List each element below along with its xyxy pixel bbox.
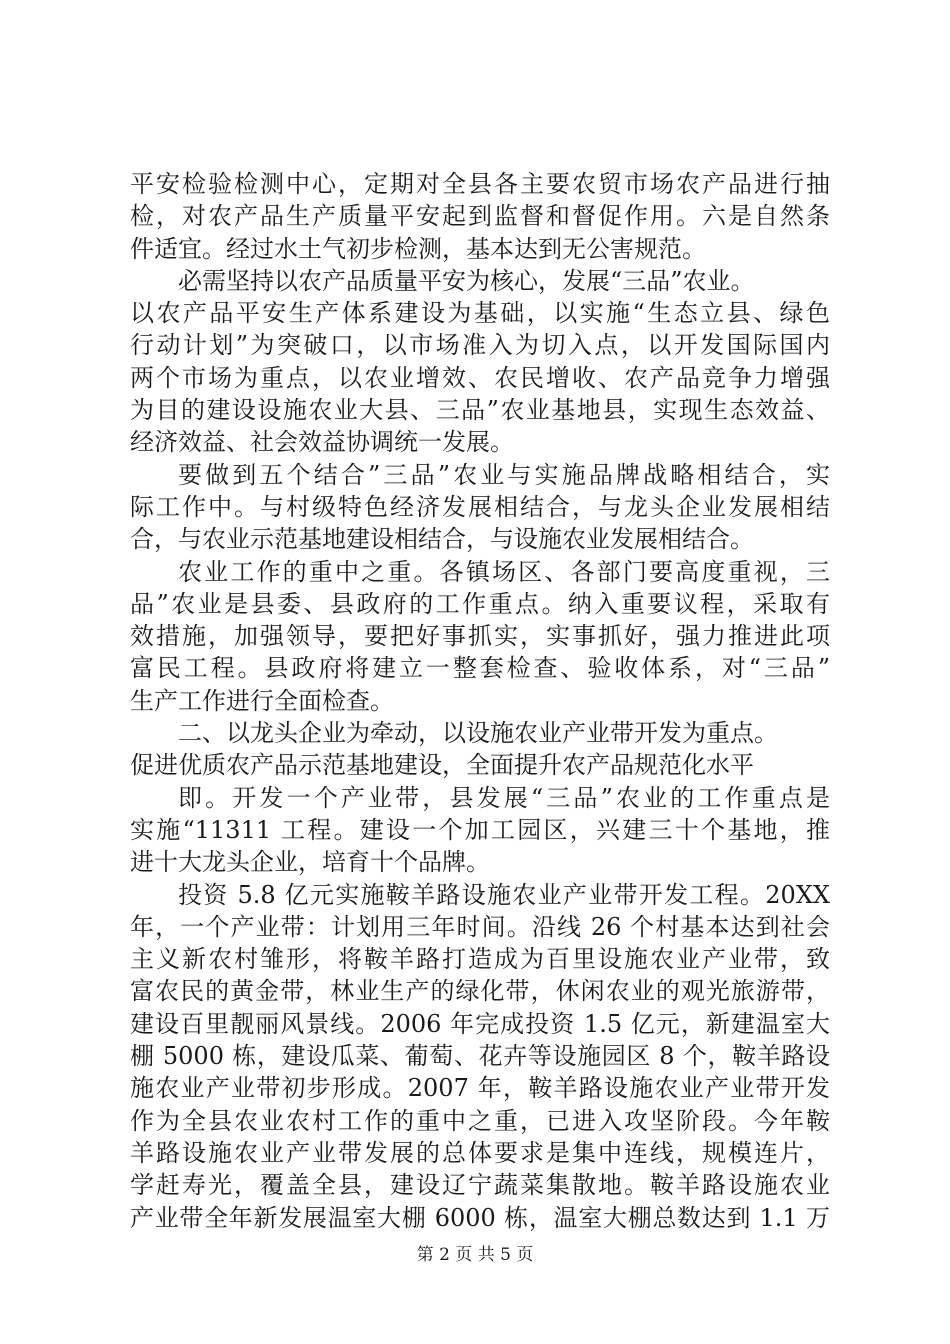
text-line: 进十大龙头企业，培育十个品牌。 bbox=[130, 848, 490, 877]
text-line: 要做到五个结合”三品”农业与实施品牌战略相结合，实 bbox=[178, 460, 830, 489]
text-line: 件适宜。经过水土气初步检测，基本达到无公害规范。 bbox=[130, 234, 706, 263]
text-line: 际工作中。与村级特色经济发展相结合，与龙头企业发展相结 bbox=[130, 492, 830, 521]
text-line: 必需坚持以农产品质量平安为核心，发展“三品”农业。 bbox=[178, 266, 755, 295]
document-body bbox=[130, 168, 830, 1234]
text-line: 主义新农村雏形，将鞍羊路打造成为百里设施农业产业带，致 bbox=[130, 945, 830, 974]
text-line: 棚 5000 栋，建设瓜菜、葡萄、花卉等设施园区 8 个，鞍羊路设 bbox=[130, 1042, 830, 1071]
text-line: 检，对农产品生产质量平安起到监督和督促作用。六是自然条 bbox=[130, 202, 830, 231]
page-footer: 第 2 页 共 5 页 bbox=[416, 1245, 534, 1265]
text-line: 作为全县农业农村工作的重中之重，已进入攻坚阶段。今年鞍 bbox=[130, 1106, 830, 1135]
text-line: 施农业产业带初步形成。2007 年，鞍羊路设施农业产业带开发 bbox=[130, 1074, 830, 1103]
text-line: 农业工作的重中之重。各镇场区、各部门要高度重视，三 bbox=[178, 557, 830, 586]
text-line: 品”农业是县委、县政府的工作重点。纳入重要议程，采取有 bbox=[130, 589, 830, 618]
text-line: 行动计划”为突破口，以市场准入为切入点，以开发国际国内 bbox=[130, 331, 830, 360]
text-line: 富民工程。县政府将建立一整套检查、验收体系，对“三品” bbox=[130, 654, 830, 683]
text-line: 富农民的黄金带，林业生产的绿化带，休闲农业的观光旅游带， bbox=[130, 977, 830, 1006]
text-line: 合，与农业示范基地建设相结合，与设施农业发展相结合。 bbox=[130, 525, 754, 554]
text-line: 年，一个产业带：计划用三年时间。沿线 26 个村基本达到社会 bbox=[130, 912, 830, 941]
text-line: 即。开发一个产业带，县发展“三品”农业的工作重点是 bbox=[178, 783, 830, 812]
text-line: 为目的建设设施农业大县、三品”农业基地县，实现生态效益、 bbox=[130, 396, 830, 425]
text-line: 经济效益、社会效益协调统一发展。 bbox=[130, 428, 514, 457]
text-line: 学赶寿光，覆盖全县，建设辽宁蔬菜集散地。鞍羊路设施农业 bbox=[130, 1171, 830, 1200]
text-line: 以农产品平安生产体系建设为基础，以实施“生态立县、绿色 bbox=[130, 299, 830, 328]
text-line: 实施“11311 工程。建设一个加工园区，兴建三十个基地，推 bbox=[130, 815, 830, 844]
text-line: 建设百里靓丽风景线。2006 年完成投资 1.5 亿元，新建温室大 bbox=[130, 1009, 830, 1038]
text-line: 两个市场为重点，以农业增效、农民增收、农产品竞争力增强 bbox=[130, 363, 830, 392]
text-line: 二、以龙头企业为牵动，以设施农业产业带开发为重点。 bbox=[178, 719, 778, 748]
text-line: 投资 5.8 亿元实施鞍羊路设施农业产业带开发工程。20XX bbox=[178, 880, 830, 909]
text-line: 产业带全年新发展温室大棚 6000 栋，温室大棚总数达到 1.1 万 bbox=[130, 1203, 830, 1232]
text-line: 羊路设施农业产业带发展的总体要求是集中连线，规模连片， bbox=[130, 1138, 830, 1167]
text-line: 效措施，加强领导，要把好事抓实，实事抓好，强力推进此项 bbox=[130, 622, 830, 651]
text-line: 生产工作进行全面检查。 bbox=[130, 686, 394, 715]
text-line: 促进优质农产品示范基地建设，全面提升农产品规范化水平 bbox=[130, 751, 754, 780]
text-line: 平安检验检测中心，定期对全县各主要农贸市场农产品进行抽 bbox=[130, 170, 830, 198]
